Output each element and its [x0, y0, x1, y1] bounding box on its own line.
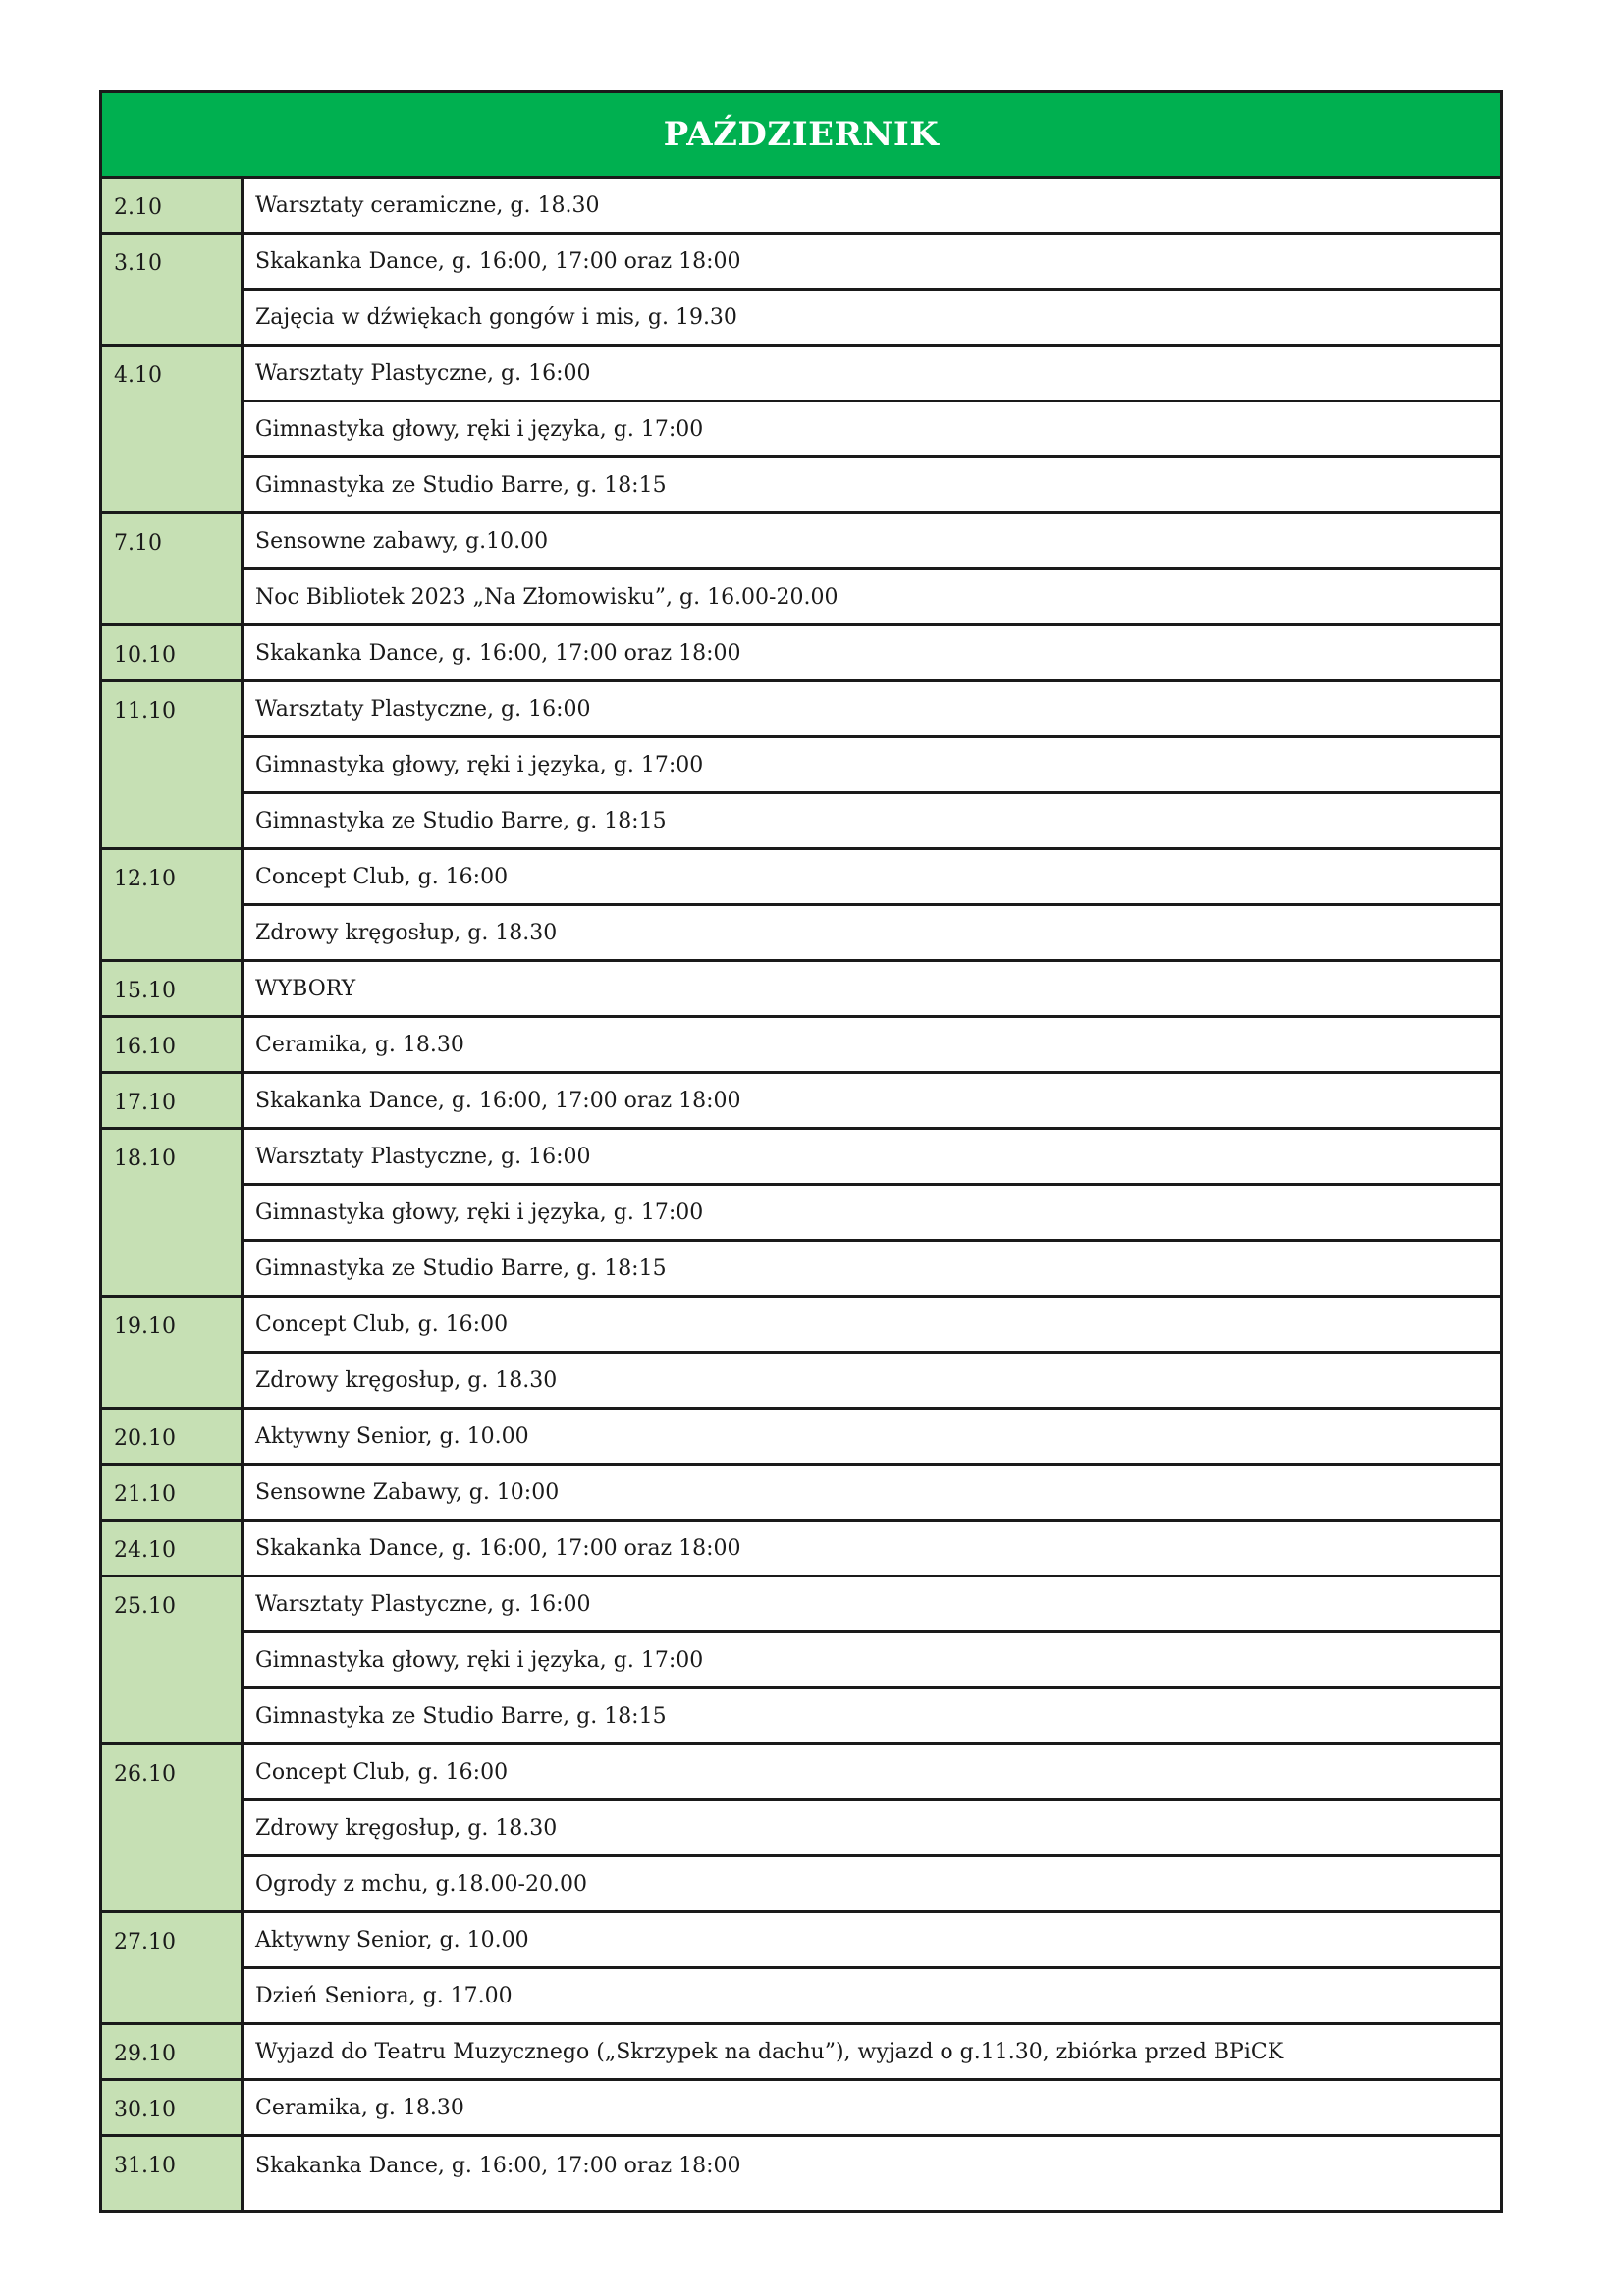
date-cell: 20.10 [102, 1410, 244, 1463]
date-cell: 27.10 [102, 1913, 244, 2022]
events-list [244, 1913, 1500, 2022]
event-cell: Warsztaty Plastyczne, g. 16:00 [244, 1130, 1500, 1186]
event-cell: Sensowne zabawy, g.10.00 [244, 514, 1500, 570]
day-group [102, 1018, 1500, 1074]
events-list [244, 347, 1500, 511]
events-list [244, 1410, 1500, 1463]
day-group [102, 1298, 1500, 1410]
date-cell: 29.10 [102, 2025, 244, 2078]
date-cell: 18.10 [102, 1130, 244, 1295]
event-cell: Gimnastyka ze Studio Barre, g. 18:15 [255, 808, 667, 833]
events-list [244, 626, 1500, 679]
event-cell: Noc Bibliotek 2023 „Na Złomowisku”, g. 16.00-20.00 [255, 584, 839, 610]
event-cell: Skakanka Dance, g. 16:00, 17:00 oraz 18:00 [255, 1535, 741, 1561]
events-list [244, 1074, 1500, 1127]
day-group [102, 626, 1500, 682]
events-list [244, 682, 1500, 847]
event-cell: Sensowne Zabawy, g. 10:00 [255, 1479, 560, 1505]
event-cell: Warsztaty ceramiczne, g. 18.30 [255, 192, 600, 218]
events-list [244, 514, 1500, 623]
event-cell: Gimnastyka głowy, ręki i języka, g. 17:00 [244, 1186, 1500, 1242]
date-cell: 25.10 [102, 1577, 244, 1742]
day-group [102, 1745, 1500, 1913]
day-group [102, 1074, 1500, 1130]
events-list [244, 1577, 1500, 1742]
events-list [244, 1745, 1500, 1910]
day-group [102, 1522, 1500, 1577]
schedule-rows [102, 179, 1500, 2210]
date-cell: 10.10 [102, 626, 244, 679]
month-header [102, 93, 1500, 179]
date-cell: 11.10 [102, 682, 244, 847]
event-cell: Dzień Seniora, g. 17.00 [255, 1983, 513, 2008]
day-group [102, 962, 1500, 1018]
date-cell: 17.10 [102, 1074, 244, 1127]
event-cell: Gimnastyka ze Studio Barre, g. 18:15 [255, 1703, 667, 1729]
day-group [102, 1913, 1500, 2025]
events-list [244, 1522, 1500, 1575]
event-cell: Ogrody z mchu, g.18.00-20.00 [255, 1871, 587, 1896]
date-cell: 26.10 [102, 1745, 244, 1910]
events-list [244, 179, 1500, 232]
event-cell: Warsztaty Plastyczne, g. 16:00 [244, 682, 1500, 738]
event-cell: Skakanka Dance, g. 16:00, 17:00 oraz 18:00 [244, 235, 1500, 291]
event-cell: WYBORY [255, 976, 356, 1001]
event-cell: Ceramika, g. 18.30 [255, 1032, 464, 1057]
date-cell: 12.10 [102, 850, 244, 959]
event-cell: Aktywny Senior, g. 10.00 [244, 1913, 1500, 1969]
events-list [244, 235, 1500, 344]
schedule-table [99, 90, 1503, 2213]
month-title: PAŹDZIERNIK [663, 115, 940, 154]
event-cell: Aktywny Senior, g. 10.00 [255, 1423, 529, 1449]
day-group [102, 1410, 1500, 1466]
event-cell: Ceramika, g. 18.30 [255, 2095, 464, 2120]
day-group [102, 1577, 1500, 1745]
day-group [102, 2081, 1500, 2137]
event-cell: Wyjazd do Teatru Muzycznego („Skrzypek na dachu”), wyjazd o g.11.30, zbiórka przed BPiCK [255, 2039, 1284, 2064]
date-cell: 4.10 [102, 347, 244, 511]
day-group [102, 235, 1500, 347]
day-group [102, 2137, 1500, 2210]
day-group [102, 514, 1500, 626]
events-list [244, 2137, 1500, 2210]
day-group [102, 1466, 1500, 1522]
event-cell: Warsztaty Plastyczne, g. 16:00 [244, 1577, 1500, 1633]
day-group [102, 1130, 1500, 1298]
date-cell: 24.10 [102, 1522, 244, 1575]
date-cell: 21.10 [102, 1466, 244, 1519]
event-cell: Concept Club, g. 16:00 [244, 1298, 1500, 1354]
date-cell: 31.10 [102, 2137, 244, 2210]
event-cell: Concept Club, g. 16:00 [244, 1745, 1500, 1801]
events-list [244, 1130, 1500, 1295]
event-cell: Concept Club, g. 16:00 [244, 850, 1500, 906]
events-list [244, 1018, 1500, 1071]
event-cell: Skakanka Dance, g. 16:00, 17:00 oraz 18:00 [255, 2154, 741, 2178]
event-cell: Gimnastyka głowy, ręki i języka, g. 17:00 [244, 738, 1500, 794]
event-cell: Skakanka Dance, g. 16:00, 17:00 oraz 18:00 [255, 1088, 741, 1113]
day-group [102, 179, 1500, 235]
date-cell: 16.10 [102, 1018, 244, 1071]
date-cell: 7.10 [102, 514, 244, 623]
date-cell: 15.10 [102, 962, 244, 1015]
event-cell: Gimnastyka głowy, ręki i języka, g. 17:00 [244, 402, 1500, 458]
event-cell: Gimnastyka głowy, ręki i języka, g. 17:00 [244, 1633, 1500, 1689]
event-cell: Zajęcia w dźwiękach gongów i mis, g. 19.30 [255, 304, 737, 330]
event-cell: Zdrowy kręgosłup, g. 18.30 [255, 1367, 558, 1393]
event-cell: Gimnastyka ze Studio Barre, g. 18:15 [255, 1255, 667, 1281]
event-cell: Gimnastyka ze Studio Barre, g. 18:15 [255, 472, 667, 498]
day-group [102, 2025, 1500, 2081]
event-cell: Warsztaty Plastyczne, g. 16:00 [244, 347, 1500, 402]
event-cell: Zdrowy kręgosłup, g. 18.30 [255, 920, 558, 945]
date-cell: 3.10 [102, 235, 244, 344]
events-list [244, 850, 1500, 959]
date-cell: 2.10 [102, 179, 244, 232]
day-group [102, 850, 1500, 962]
event-cell: Zdrowy kręgosłup, g. 18.30 [244, 1801, 1500, 1857]
events-list [244, 962, 1500, 1015]
events-list [244, 1298, 1500, 1407]
events-list [244, 2081, 1500, 2134]
date-cell: 19.10 [102, 1298, 244, 1407]
events-list [244, 2025, 1500, 2078]
date-cell: 30.10 [102, 2081, 244, 2134]
events-list [244, 1466, 1500, 1519]
day-group [102, 347, 1500, 514]
day-group [102, 682, 1500, 850]
event-cell: Skakanka Dance, g. 16:00, 17:00 oraz 18:00 [255, 640, 741, 666]
